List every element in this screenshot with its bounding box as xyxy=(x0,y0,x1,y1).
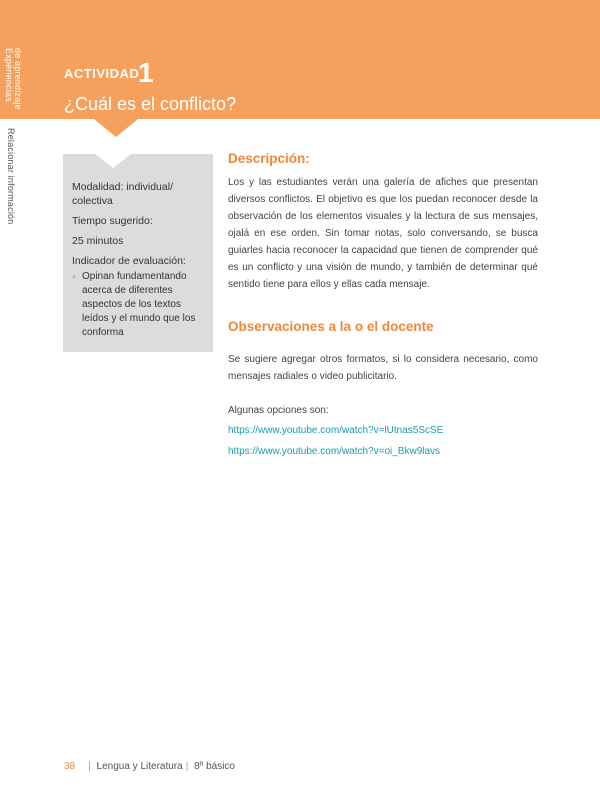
modalidad-text: Modalidad: individual/ colectiva xyxy=(72,181,173,207)
sidebar-section-line1: Experiencias xyxy=(4,48,14,102)
youtube-link-2[interactable]: https://www.youtube.com/watch?v=oi_Bkw9lavs xyxy=(228,446,441,457)
options-label: Algunas opciones son: xyxy=(228,405,329,416)
footer-grade: 8º básico xyxy=(194,761,235,772)
indicador-item xyxy=(72,270,208,340)
bullet-icon: • xyxy=(72,271,76,283)
observaciones-text: Se sugiere agregar otros formatos, si lo considera necesario, como mensajes radiales o video publicitario. xyxy=(228,354,538,382)
header-notch xyxy=(94,119,138,137)
footer xyxy=(64,761,235,772)
footer-separator: | xyxy=(88,761,91,772)
indicador-label: Indicador de evaluación: xyxy=(72,255,186,267)
sidebar-section-line2: de aprendizaje xyxy=(13,48,23,110)
observaciones-title: Observaciones a la o el docente xyxy=(228,319,434,334)
activity-label: ACTIVIDAD xyxy=(64,66,140,81)
tiempo-value: 25 minutos xyxy=(72,235,124,247)
descripcion-title: Descripción: xyxy=(228,151,310,166)
activity-title: ¿Cuál es el conflicto? xyxy=(64,94,237,114)
sidebar-subsection: Relacionar información xyxy=(6,128,16,225)
info-content xyxy=(72,180,208,340)
indicador-item-text: Opinan fundamentando acerca de diferentes aspectos de los textos leídos y el mundo que los conforma xyxy=(82,271,196,338)
footer-separator: | xyxy=(185,761,189,772)
footer-subject: Lengua y Literatura xyxy=(96,761,183,772)
page-number: 38 xyxy=(64,761,76,772)
tiempo-label: Tiempo sugerido: xyxy=(72,215,153,227)
descripcion-text: Los y las estudiantes verán una galería de afiches que presentan diversos conflictos. El objetivo es que los puedan reconocer desde la observación de los elementos visuales y la lectura de sus mensajes, ojalá en ese orden. Sin tomar notas, solo conversando, se busca guiarles hacia reconocer la capacidad que tienen de comprender qué es un conflicto y una visión de mundo, y también de determinar qué sentido tiene para ellos y ellas cada mensaje. xyxy=(228,177,538,290)
activity-number: 1 xyxy=(138,57,154,88)
youtube-link-1[interactable]: https://www.youtube.com/watch?v=lUtnas5ScSE xyxy=(228,425,444,436)
info-box-notch xyxy=(95,154,131,168)
